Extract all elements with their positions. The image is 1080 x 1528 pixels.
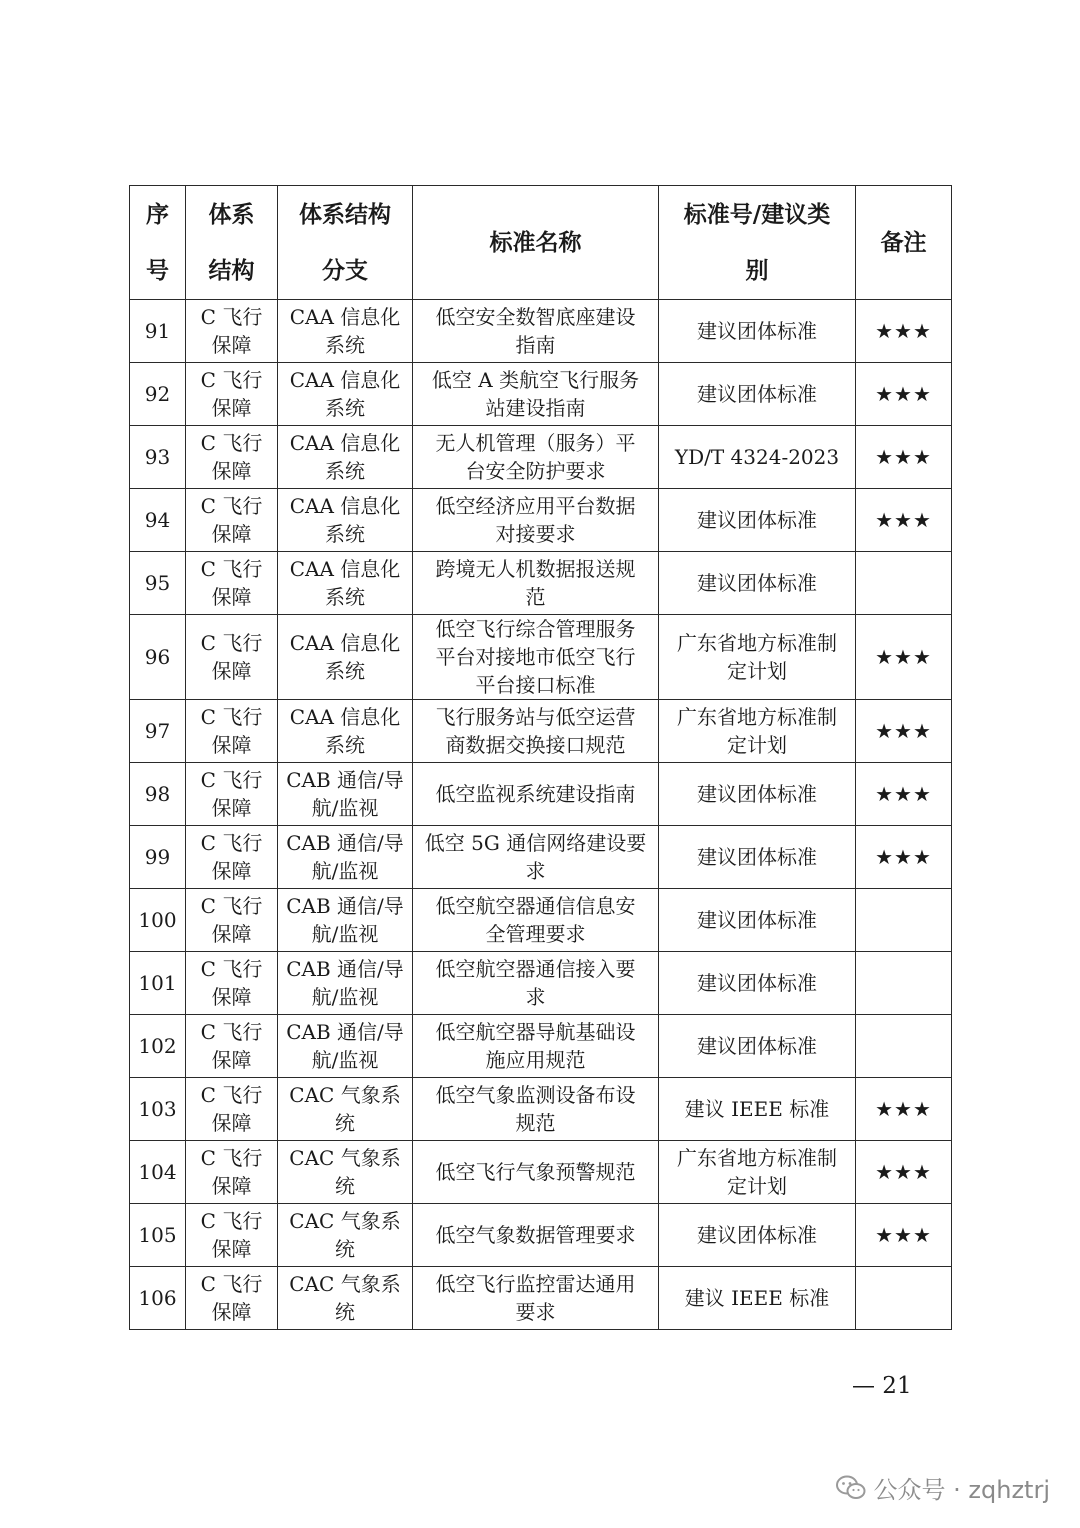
cell-structure [186, 700, 278, 763]
cell-text: CAA 信息化 [289, 305, 401, 329]
cell-code: 建议团体标准 [659, 763, 856, 826]
cell-name [413, 1204, 659, 1267]
cell-text: 低空气象监测设备布设 [435, 1083, 636, 1107]
cell-code: 广东省地方标准制定计划 [659, 700, 856, 763]
table-body [130, 300, 952, 1330]
watermark-text: 公众号 · zqhztrj [873, 1476, 1050, 1504]
cell-serial: 99 [130, 826, 186, 889]
cell-note [856, 889, 952, 952]
cell-text: 低空经济应用平台数据 [435, 494, 636, 518]
cell-text: 保障 [211, 985, 252, 1009]
cell-note: ★★★ [856, 615, 952, 700]
cell-code: 广东省地方标准制定计划 [659, 1141, 856, 1204]
cell-code: 广东省地方标准制定计划 [659, 615, 856, 700]
cell-text: 保障 [211, 859, 252, 883]
cell-code: YD/T 4324-2023 [659, 426, 856, 489]
cell-text: C 飞行 [200, 1272, 263, 1296]
cell-note: ★★★ [856, 1204, 952, 1267]
cell-text: CAC 气象系 [289, 1083, 401, 1107]
cell-text: C 飞行 [200, 1083, 263, 1107]
cell-text: 系统 [325, 459, 365, 483]
cell-branch [278, 489, 413, 552]
cell-serial: 100 [130, 889, 186, 952]
header-structure [186, 186, 278, 300]
table-row [130, 1267, 952, 1330]
cell-serial: 97 [130, 700, 186, 763]
cell-text: 航/监视 [311, 1048, 379, 1072]
cell-text: 低空安全数智底座建设 [435, 305, 636, 329]
cell-text: C 飞行 [200, 557, 263, 581]
cell-note: ★★★ [856, 826, 952, 889]
cell-code: 建议 IEEE 标准 [659, 1078, 856, 1141]
cell-text: CAC 气象系 [289, 1209, 401, 1233]
table-row [130, 1015, 952, 1078]
cell-note: ★★★ [856, 1141, 952, 1204]
cell-text: CAB 通信/导 [286, 831, 404, 855]
table-row [130, 700, 952, 763]
cell-text: 保障 [211, 659, 252, 683]
cell-structure [186, 952, 278, 1015]
cell-text: C 飞行 [200, 894, 263, 918]
cell-serial: 98 [130, 763, 186, 826]
cell-name [413, 489, 659, 552]
cell-name [413, 763, 659, 826]
cell-branch [278, 1078, 413, 1141]
cell-text: 保障 [211, 1174, 252, 1198]
cell-text: CAB 通信/导 [286, 768, 404, 792]
standards-table [129, 185, 952, 1330]
cell-text: C 飞行 [200, 1146, 263, 1170]
header-branch [278, 186, 413, 300]
cell-code: 建议团体标准 [659, 300, 856, 363]
cell-code: 建议团体标准 [659, 1015, 856, 1078]
cell-text: 保障 [211, 733, 252, 757]
cell-text: 低空 A 类航空飞行服务 [431, 368, 640, 392]
cell-structure [186, 1267, 278, 1330]
header-text: 结构 [208, 257, 255, 284]
cell-serial: 105 [130, 1204, 186, 1267]
cell-text: 系统 [325, 585, 365, 609]
cell-code: 建议团体标准 [659, 489, 856, 552]
table-row [130, 1204, 952, 1267]
cell-text: CAB 通信/导 [286, 1020, 404, 1044]
cell-code: 建议团体标准 [659, 1204, 856, 1267]
cell-structure [186, 426, 278, 489]
wechat-icon [836, 1475, 866, 1501]
table-row [130, 952, 952, 1015]
cell-branch [278, 1267, 413, 1330]
cell-serial: 96 [130, 615, 186, 700]
cell-text: 低空飞行综合管理服务 [435, 617, 636, 641]
cell-serial: 95 [130, 552, 186, 615]
cell-text: 低空航空器通信接入要 [435, 957, 636, 981]
cell-branch [278, 1015, 413, 1078]
cell-text: 平台对接地市低空飞行 [435, 645, 636, 669]
cell-note: ★★★ [856, 363, 952, 426]
table-header-row [130, 186, 952, 300]
cell-branch [278, 1204, 413, 1267]
header-text: 标准号/建议类 [683, 201, 831, 228]
cell-serial: 92 [130, 363, 186, 426]
table-row [130, 826, 952, 889]
cell-note: ★★★ [856, 489, 952, 552]
cell-text: 求 [525, 985, 546, 1009]
cell-text: CAA 信息化 [289, 368, 401, 392]
cell-text: 低空飞行监控雷达通用 [435, 1272, 636, 1296]
cell-text: C 飞行 [200, 831, 263, 855]
table-row [130, 489, 952, 552]
cell-text: 全管理要求 [485, 922, 586, 946]
cell-text: 系统 [325, 396, 365, 420]
cell-text: 无人机管理（服务）平 [435, 431, 636, 455]
header-note [856, 186, 952, 300]
cell-branch [278, 952, 413, 1015]
cell-name [413, 952, 659, 1015]
table-row [130, 889, 952, 952]
cell-serial: 106 [130, 1267, 186, 1330]
cell-serial: 101 [130, 952, 186, 1015]
cell-note [856, 1267, 952, 1330]
header-code [659, 186, 856, 300]
cell-structure [186, 826, 278, 889]
table-row [130, 763, 952, 826]
cell-structure [186, 763, 278, 826]
cell-serial: 104 [130, 1141, 186, 1204]
cell-text: C 飞行 [200, 768, 263, 792]
watermark [836, 1470, 1050, 1505]
cell-text: 保障 [211, 333, 252, 357]
cell-text: 保障 [211, 1237, 252, 1261]
cell-text: 低空气象数据管理要求 [435, 1223, 636, 1247]
cell-text: 航/监视 [311, 859, 379, 883]
cell-note [856, 552, 952, 615]
cell-text: 航/监视 [311, 985, 379, 1009]
cell-branch [278, 763, 413, 826]
table-row [130, 300, 952, 363]
cell-branch [278, 1141, 413, 1204]
cell-name [413, 889, 659, 952]
cell-text: 施应用规范 [485, 1048, 586, 1072]
cell-structure [186, 363, 278, 426]
cell-text: 系统 [325, 333, 365, 357]
cell-text: 系统 [325, 659, 365, 683]
cell-name [413, 363, 659, 426]
table-row [130, 552, 952, 615]
cell-note: ★★★ [856, 763, 952, 826]
cell-text: 保障 [211, 796, 252, 820]
cell-text: 台安全防护要求 [465, 459, 606, 483]
cell-text: 低空航空器通信信息安 [435, 894, 636, 918]
cell-note [856, 952, 952, 1015]
cell-branch [278, 363, 413, 426]
cell-name [413, 700, 659, 763]
cell-note: ★★★ [856, 700, 952, 763]
cell-branch [278, 826, 413, 889]
cell-note [856, 1015, 952, 1078]
cell-text: 要求 [515, 1300, 556, 1324]
cell-text: C 飞行 [200, 431, 263, 455]
cell-text: 低空 5G 通信网络建设要 [424, 831, 647, 855]
cell-name [413, 300, 659, 363]
cell-text: CAB 通信/导 [286, 957, 404, 981]
cell-text: 范 [525, 585, 546, 609]
page-number: — 21 [852, 1373, 912, 1399]
cell-branch [278, 300, 413, 363]
cell-name [413, 615, 659, 700]
cell-serial: 91 [130, 300, 186, 363]
cell-serial: 93 [130, 426, 186, 489]
table-row [130, 426, 952, 489]
cell-text: CAA 信息化 [289, 494, 401, 518]
cell-name [413, 1078, 659, 1141]
cell-note: ★★★ [856, 1078, 952, 1141]
cell-branch [278, 615, 413, 700]
cell-text: 统 [335, 1237, 355, 1261]
cell-text: 保障 [211, 585, 252, 609]
cell-text: 站建设指南 [485, 396, 586, 420]
cell-text: 平台接口标准 [475, 673, 596, 697]
cell-structure [186, 615, 278, 700]
cell-text: 航/监视 [311, 796, 379, 820]
cell-note: ★★★ [856, 300, 952, 363]
cell-text: 保障 [211, 396, 252, 420]
cell-text: 飞行服务站与低空运营 [435, 705, 636, 729]
header-text: 分支 [322, 257, 368, 284]
cell-text: 低空航空器导航基础设 [435, 1020, 636, 1044]
cell-text: 低空飞行气象预警规范 [435, 1160, 636, 1184]
cell-note: ★★★ [856, 426, 952, 489]
cell-text: 保障 [211, 459, 252, 483]
cell-text: CAA 信息化 [289, 705, 401, 729]
cell-text: 低空监视系统建设指南 [435, 782, 636, 806]
cell-text: C 飞行 [200, 1209, 263, 1233]
cell-text: CAA 信息化 [289, 631, 401, 655]
cell-text: 系统 [325, 522, 365, 546]
cell-text: 对接要求 [495, 522, 576, 546]
cell-text: 系统 [325, 733, 365, 757]
cell-text: C 飞行 [200, 631, 263, 655]
table-row [130, 1078, 952, 1141]
cell-text: C 飞行 [200, 494, 263, 518]
cell-code: 建议团体标准 [659, 889, 856, 952]
cell-text: C 飞行 [200, 957, 263, 981]
cell-text: 保障 [211, 1111, 252, 1135]
header-text: 体系 [208, 201, 255, 228]
cell-text: 保障 [211, 1048, 252, 1072]
cell-text: 统 [335, 1174, 355, 1198]
cell-name [413, 1015, 659, 1078]
cell-text: CAC 气象系 [289, 1146, 401, 1170]
header-serial [130, 186, 186, 300]
cell-text: 指南 [515, 333, 556, 357]
header-text: 标准名称 [489, 229, 582, 256]
cell-name [413, 1267, 659, 1330]
cell-structure [186, 552, 278, 615]
table-row [130, 1141, 952, 1204]
cell-text: CAA 信息化 [289, 557, 401, 581]
cell-text: 保障 [211, 522, 252, 546]
cell-branch [278, 889, 413, 952]
cell-code: 建议团体标准 [659, 952, 856, 1015]
cell-structure [186, 300, 278, 363]
cell-text: 规范 [515, 1111, 556, 1135]
cell-branch [278, 552, 413, 615]
cell-structure [186, 489, 278, 552]
cell-code: 建议团体标准 [659, 826, 856, 889]
cell-structure [186, 1078, 278, 1141]
cell-text: 商数据交换接口规范 [445, 733, 626, 757]
cell-text: CAA 信息化 [289, 431, 401, 455]
cell-branch [278, 426, 413, 489]
cell-serial: 94 [130, 489, 186, 552]
header-name [413, 186, 659, 300]
cell-structure [186, 889, 278, 952]
cell-text: 跨境无人机数据报送规 [435, 557, 636, 581]
cell-code: 建议团体标准 [659, 552, 856, 615]
cell-text: 保障 [211, 922, 252, 946]
header-text: 体系结构 [299, 201, 391, 228]
cell-text: C 飞行 [200, 705, 263, 729]
cell-text: 保障 [211, 1300, 252, 1324]
cell-code: 建议团体标准 [659, 363, 856, 426]
cell-structure [186, 1204, 278, 1267]
table-row [130, 615, 952, 700]
cell-structure [186, 1015, 278, 1078]
cell-code: 建议 IEEE 标准 [659, 1267, 856, 1330]
cell-structure [186, 1141, 278, 1204]
cell-branch [278, 700, 413, 763]
cell-name [413, 826, 659, 889]
table-row [130, 363, 952, 426]
cell-name [413, 1141, 659, 1204]
cell-text: 统 [335, 1300, 355, 1324]
cell-name [413, 426, 659, 489]
cell-text: C 飞行 [200, 1020, 263, 1044]
header-text: 序 [146, 201, 169, 228]
cell-text: C 飞行 [200, 305, 263, 329]
cell-name [413, 552, 659, 615]
header-text: 别 [745, 257, 769, 284]
cell-text: CAB 通信/导 [286, 894, 404, 918]
header-text: 备注 [880, 229, 927, 256]
cell-text: 求 [525, 859, 546, 883]
cell-text: CAC 气象系 [289, 1272, 401, 1296]
cell-text: 统 [335, 1111, 355, 1135]
cell-text: C 飞行 [200, 368, 263, 392]
cell-serial: 102 [130, 1015, 186, 1078]
header-text: 号 [146, 257, 169, 284]
cell-text: 航/监视 [311, 922, 379, 946]
cell-serial: 103 [130, 1078, 186, 1141]
